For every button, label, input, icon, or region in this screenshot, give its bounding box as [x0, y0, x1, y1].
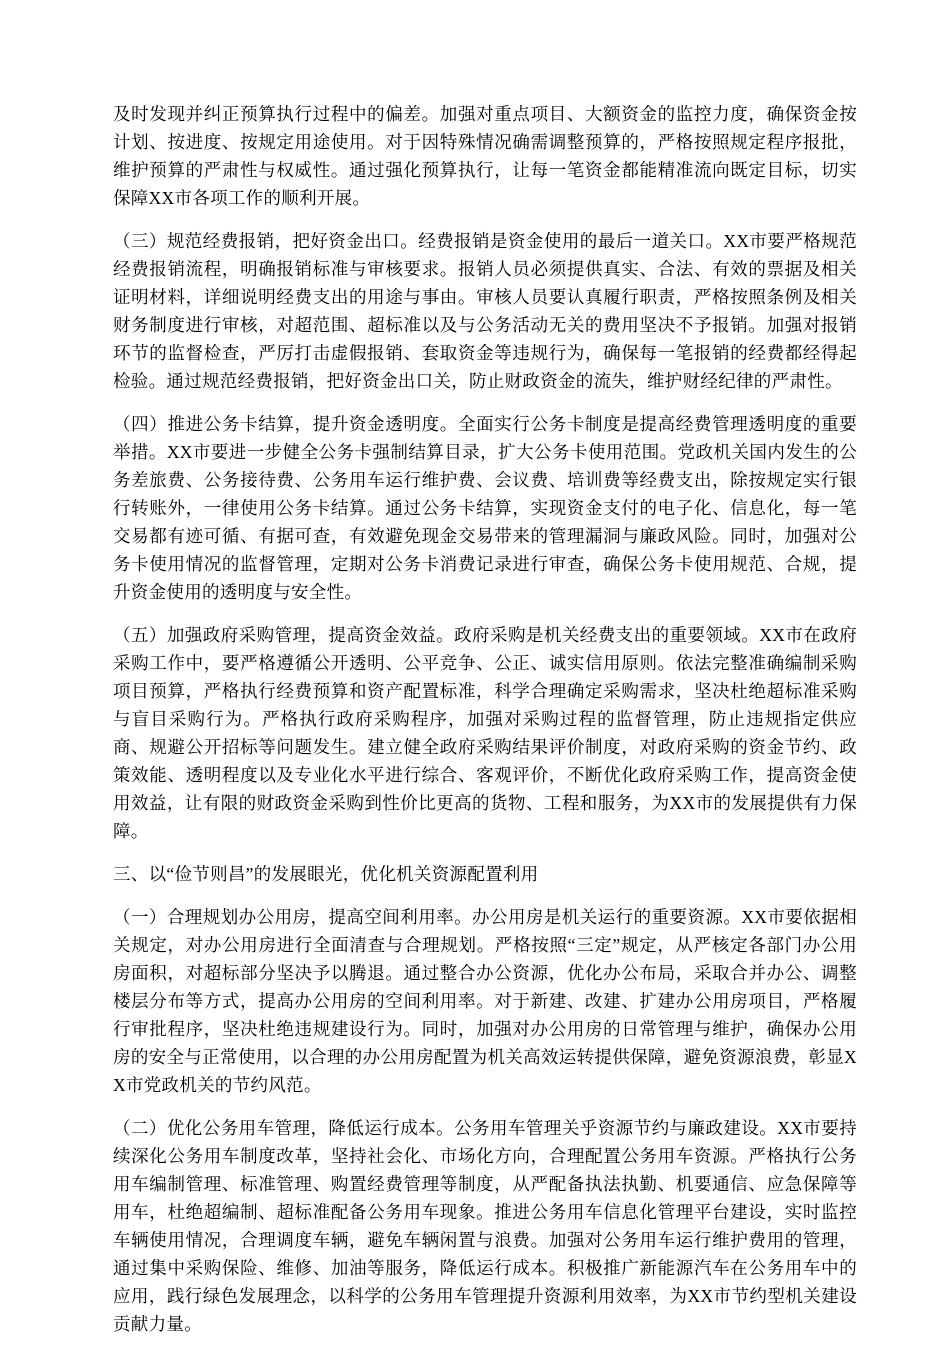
- paragraph-official-card-settlement: （四）推进公务卡结算，提升资金透明度。全面实行公务卡制度是提高经费管理透明度的重要举措。XX市要进一步健全公务卡强制结算目录，扩大公务卡使用范围。党政机关国内发生的公务差旅费、公务接待费、公务用车运行维护费、会议费、培训费等经费支出，除按规定实行银行转账外，一律使用公务卡结算。通过公务卡结算，实现资金支付的电子化、信息化，每一笔交易都有迹可循、有据可查，有效避免现金交易带来的管理漏洞与廉政风险。同时，加强对公务卡使用情况的监督管理，定期对公务卡消费记录进行审查，确保公务卡使用规范、合规，提升资金使用的透明度与安全性。: [113, 414, 857, 602]
- paragraph-official-vehicle-management: （二）优化公务用车管理，降低运行成本。公务用车管理关乎资源节约与廉政建设。XX市要持续深化公务用车制度改革，坚持社会化、市场化方向，合理配置公务用车资源。严格执行公务用车编制管理、标准管理、购置经费管理等制度，从严配备执法执勤、机要通信、应急保障等用车，杜绝超编制、超标准配备公务用车现象。推进公务用车信息化管理平台建设，实时监控车辆使用情况，合理调度车辆，避免车辆闲置与浪费。加强对公务用车运行维护费用的管理，通过集中采购保险、维修、加油等服务，降低运行成本。积极推广新能源汽车在公务用车中的应用，践行绿色发展理念，以科学的公务用车管理提升资源利用效率，为XX市节约型机关建设贡献力量。: [113, 1118, 857, 1334]
- section-heading-resource-allocation: 三、以“俭节则昌”的发展眼光，优化机关资源配置利用: [113, 864, 539, 884]
- document-content: [113, 100, 857, 1353]
- paragraph-office-space-planning: （一）合理规划办公用房，提高空间利用率。办公用房是机关运行的重要资源。XX市要依据相关规定，对办公用房进行全面清查与合理规划。严格按照“三定”规定，从严核定各部门办公用房面积，对超标部分坚决予以腾退。通过整合办公资源，优化办公布局，采取合并办公、调整楼层分布等方式，提高办公用房的空间利用率。对于新建、改建、扩建办公用房项目，严格履行审批程序，坚决杜绝违规建设行为。同时，加强对办公用房的日常管理与维护，确保办公用房的安全与正常使用，以合理的办公用房配置为机关高效运转提供保障，避免资源浪费，彰显XX市党政机关的节约风范。: [113, 907, 857, 1095]
- paragraph-government-procurement: （五）加强政府采购管理，提高资金效益。政府采购是机关经费支出的重要领域。XX市在政府采购工作中，要严格遵循公开透明、公平竞争、公正、诚实信用原则。依法完整准确编制采购项目预算，严格执行经费预算和资产配置标准，科学合理确定采购需求，坚决杜绝超标准采购与盲目采购行为。严格执行政府采购程序，加强对采购过程的监督管理，防止违规指定供应商、规避公开招标等问题发生。建立健全政府采购结果评价制度，对政府采购的资金节约、政策效能、透明程度以及专业化水平进行综合、客观评价，不断优化政府采购工作，提高资金使用效益，让有限的财政资金采购到性价比更高的货物、工程和服务，为XX市的发展提供有力保障。: [113, 625, 857, 841]
- paragraph-budget-execution: 及时发现并纠正预算执行过程中的偏差。加强对重点项目、大额资金的监控力度，确保资金按计划、按进度、按规定用途使用。对于因特殊情况确需调整预算的，严格按照规定程序报批，维护预算的严肃性与权威性。通过强化预算执行，让每一笔资金都能精准流向既定目标，切实保障XX市各项工作的顺利开展。: [113, 104, 857, 208]
- paragraph-expense-reimbursement: （三）规范经费报销，把好资金出口。经费报销是资金使用的最后一道关口。XX市要严格规范经费报销流程，明确报销标准与审核要求。报销人员必须提供真实、合法、有效的票据及相关证明材料，详细说明经费支出的用途与事由。审核人员要认真履行职责，严格按照条例及相关财务制度进行审核，对超范围、超标准以及与公务活动无关的费用坚决不予报销。加强对报销环节的监督检查，严厉打击虚假报销、套取资金等违规行为，确保每一笔报销的经费都经得起检验。通过规范经费报销，把好资金出口关，防止财政资金的流失，维护财经纪律的严肃性。: [113, 231, 857, 391]
